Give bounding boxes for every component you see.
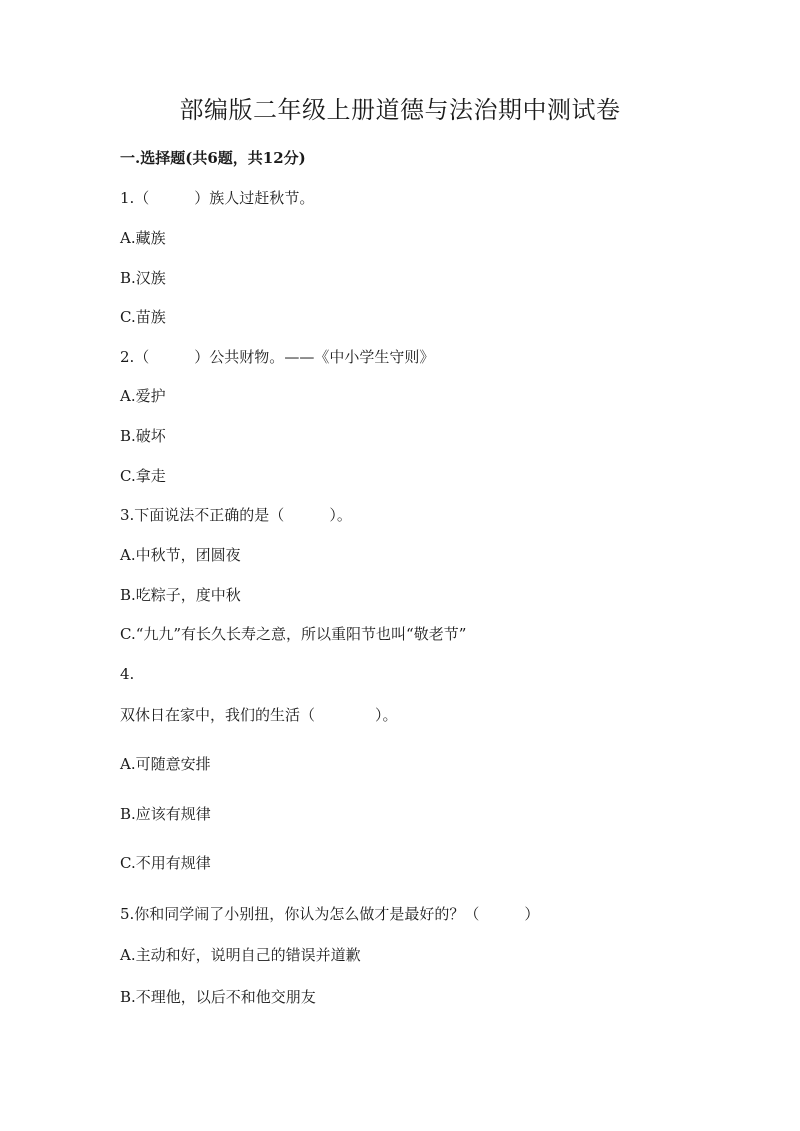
- question-4-option-a: A.可随意安排: [120, 755, 211, 773]
- question-3-stem: 3.下面说法不正确的是（ ）。: [120, 506, 352, 524]
- question-2-stem: 2.（ ）公共财物。——《中小学生守则》: [120, 348, 435, 366]
- question-4-option-c: C.不用有规律: [120, 854, 211, 872]
- question-4-stem: 双休日在家中，我们的生活（ ）。: [120, 706, 398, 724]
- question-1-option-c: C.苗族: [120, 308, 166, 326]
- question-5-option-b: B.不理他，以后不和他交朋友: [120, 988, 316, 1006]
- question-2-option-c: C.拿走: [120, 467, 166, 485]
- question-5-option-a: A.主动和好，说明自己的错误并道歉: [120, 946, 361, 964]
- question-3-option-b: B.吃粽子，度中秋: [120, 586, 241, 604]
- question-2-option-b: B.破坏: [120, 427, 166, 445]
- question-4-number: 4.: [120, 665, 135, 683]
- question-3-option-c: C.“九九”有长久长寿之意，所以重阳节也叫“敬老节”: [120, 625, 467, 643]
- question-2-option-a: A.爱护: [120, 387, 166, 405]
- question-1-stem: 1.（ ）族人过赶秋节。: [120, 189, 315, 207]
- section-heading: 一.选择题(共6题，共12分): [120, 149, 306, 167]
- question-1-option-a: A.藏族: [120, 229, 166, 247]
- question-4-option-b: B.应该有规律: [120, 805, 211, 823]
- question-5-stem: 5.你和同学闹了小别扭，你认为怎么做才是最好的？（ ）: [120, 905, 540, 923]
- document-title: 部编版二年级上册道德与法治期中测试卷: [179, 96, 621, 124]
- question-3-option-a: A.中秋节，团圆夜: [120, 546, 241, 564]
- question-1-option-b: B.汉族: [120, 269, 166, 287]
